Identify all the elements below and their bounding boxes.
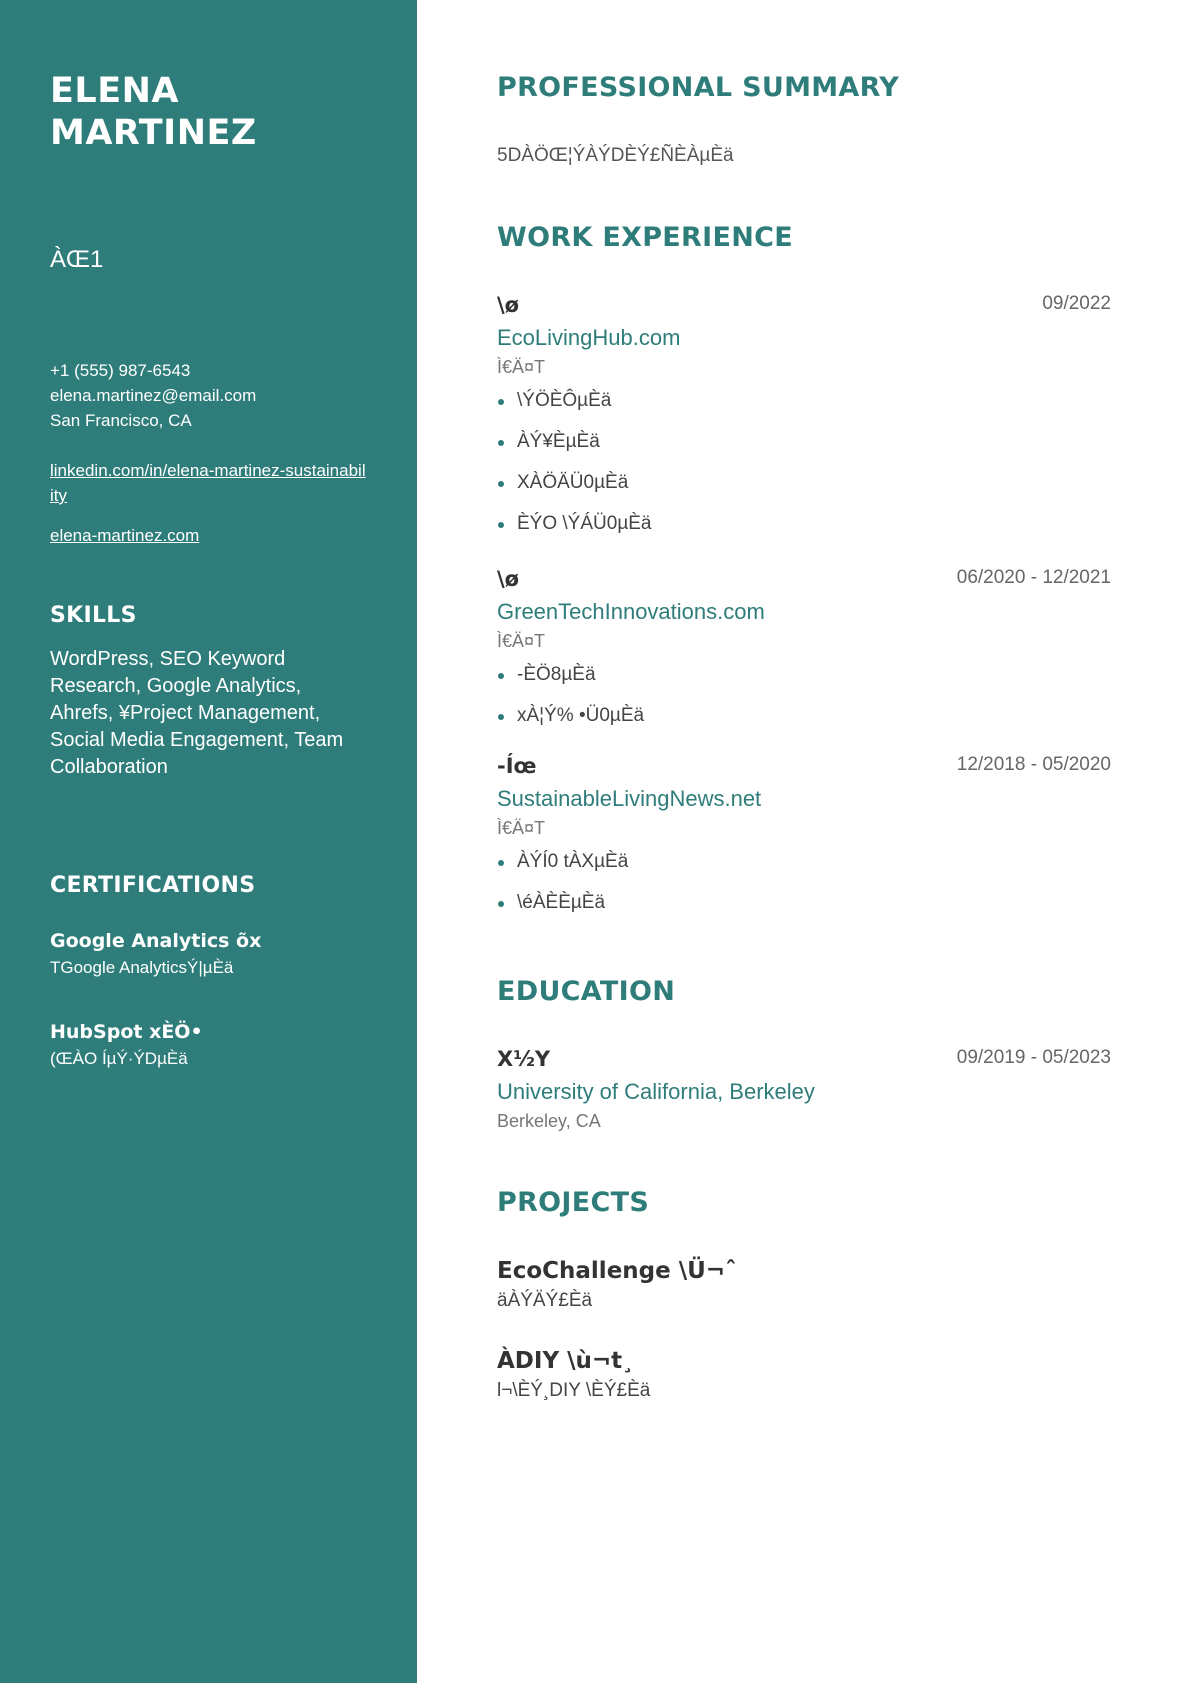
- linkedin-link[interactable]: linkedin.com/in/elena-martinez-sustainability: [50, 460, 366, 505]
- job-company: SustainableLivingNews.net: [497, 786, 762, 811]
- job-bullet: -ÈÖ8µÈä: [497, 664, 1111, 686]
- sidebar: [0, 0, 417, 1683]
- certification-title: Google Analytics õx: [50, 929, 262, 952]
- job-bullet: \éÀÈÈµÈä: [497, 892, 1111, 914]
- job-company: EcoLivingHub.com: [497, 325, 681, 350]
- job-bullet: ÈÝO \ÝÁÜ0µÈä: [497, 513, 1111, 535]
- job-date: 12/2018 - 05/2020: [956, 754, 1111, 775]
- project-description: äÀÝÄÝ£Èä: [497, 1290, 593, 1311]
- certification-item: [50, 930, 367, 978]
- project-entry: [497, 1258, 1111, 1312]
- education-entry: [497, 1047, 1111, 1132]
- contact-info: [50, 358, 367, 433]
- certification-description: (ŒÀO ÍµÝ·ÝDµÈä: [50, 1048, 188, 1068]
- job-bullet: \ÝÖÈÔµÈä: [497, 390, 1111, 412]
- job-bullets: [497, 390, 1111, 535]
- school-location: Berkeley, CA: [497, 1111, 601, 1131]
- project-title: EcoChallenge \Ü¬ˆ: [497, 1258, 737, 1284]
- project-description: l¬\ÈÝ¸DIY \ÈÝ£Èä: [497, 1380, 651, 1401]
- project-entry: [497, 1348, 1111, 1402]
- job-bullet: XÀÖÄÜ0µÈä: [497, 472, 1111, 494]
- skills-list: WordPress, SEO Keyword Research, Google Analytics, Ahrefs, ¥Project Management, Social Media Engagement, Team Collaboration: [50, 647, 344, 778]
- phone-number: +1 (555) 987-6543: [50, 360, 191, 380]
- certification-description: TGoogle AnalyticsÝ|µÈä: [50, 957, 234, 977]
- main-content: [497, 0, 1111, 1683]
- job-bullet: ÀÝÍ0 tÀXµÈä: [497, 851, 1111, 873]
- projects-heading: PROJECTS: [497, 1187, 650, 1218]
- education-date: 09/2019 - 05/2023: [956, 1047, 1111, 1068]
- website-link[interactable]: elena-martinez.com: [50, 525, 200, 545]
- degree-title: X½Y: [497, 1047, 551, 1071]
- candidate-subtitle: ÀŒ1: [50, 246, 104, 273]
- education-heading: EDUCATION: [497, 976, 676, 1007]
- job-company: GreenTechInnovations.com: [497, 599, 765, 624]
- candidate-name: ELENA MARTINEZ: [50, 71, 257, 153]
- job-entry: [497, 293, 1111, 535]
- job-entry: [497, 754, 1111, 914]
- certifications-heading: CERTIFICATIONS: [50, 872, 256, 898]
- certification-title: HubSpot xÈÖ•: [50, 1020, 203, 1043]
- job-location: Ì€Ä¤T: [497, 631, 546, 651]
- job-bullet: xÀ¦Ý% •Ü0µÈä: [497, 705, 1111, 727]
- job-title: \ø: [497, 293, 520, 317]
- profile-links: [50, 458, 367, 548]
- job-bullets: [497, 851, 1111, 914]
- location: San Francisco, CA: [50, 410, 192, 430]
- job-location: Ì€Ä¤T: [497, 818, 546, 838]
- job-bullets: [497, 664, 1111, 727]
- job-bullet: ÀÝ¥ÈµÈä: [497, 431, 1111, 453]
- job-location: Ì€Ä¤T: [497, 357, 546, 377]
- email-address: elena.martinez@email.com: [50, 385, 257, 405]
- job-title: \ø: [497, 567, 520, 591]
- summary-heading: PROFESSIONAL SUMMARY: [497, 72, 900, 103]
- school-name: University of California, Berkeley: [497, 1079, 815, 1104]
- job-date: 09/2022: [1042, 293, 1111, 314]
- job-title: -Íœ: [497, 754, 537, 778]
- certification-item: [50, 1021, 367, 1069]
- skills-heading: SKILLS: [50, 602, 137, 628]
- work-experience-heading: WORK EXPERIENCE: [497, 222, 793, 253]
- summary-text: 5DÀÖŒ¦ÝÀÝDÈÝ£ÑÈÀµÈä: [497, 145, 734, 166]
- project-title: ÀDIY \ù¬t¸: [497, 1348, 634, 1374]
- job-date: 06/2020 - 12/2021: [956, 567, 1111, 588]
- job-entry: [497, 567, 1111, 727]
